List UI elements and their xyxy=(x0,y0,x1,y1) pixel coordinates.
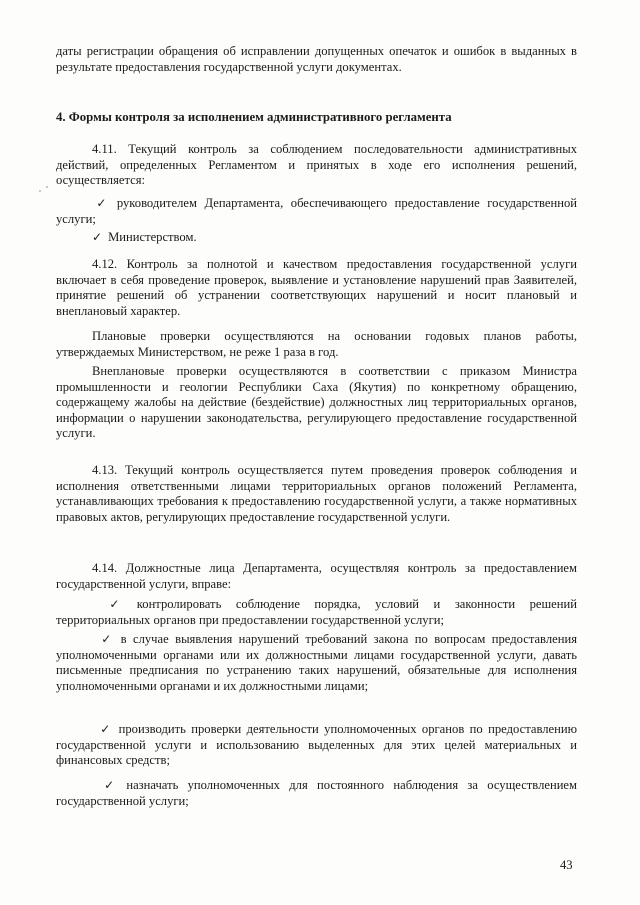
scan-speck xyxy=(46,186,48,188)
paragraph-4-11-text: 4.11. Текущий контроль за соблюдением последовательности административных действий, определенных Регламентом и принятых в ходе его исполнения решений, осуществляется: xyxy=(56,142,577,188)
list-item-ministry xyxy=(56,230,577,246)
list-item-issue-orders xyxy=(56,632,577,694)
list-item-text: контролировать соблюдение порядка, условий и законности решений территориальных органов при предоставлении государственной услуги; xyxy=(56,597,577,627)
checkmark-icon: ✓ xyxy=(92,230,103,244)
list-item-text: назначать уполномоченных для постоянного наблюдения за осуществлением государственной услуги; xyxy=(56,778,577,808)
checkmark-icon: ✓ xyxy=(98,778,121,792)
paragraph-unplanned-checks xyxy=(56,364,577,442)
checkmark-icon: ✓ xyxy=(98,632,115,646)
list-item-conduct-audits xyxy=(56,722,577,769)
paragraph-4-11 xyxy=(56,142,577,189)
list-item-control-compliance xyxy=(56,597,577,628)
section-heading: 4. Формы контроля за исполнением административного регламента xyxy=(56,110,452,124)
paragraph-unplanned-text: Внеплановые проверки осуществляются в соответствии с приказом Министра промышленности и геологии Республики Саха (Якутия) по конкретному обращению, содержащему жалобы на действие (бездействие) должностных лиц территориальных органов, информации о нарушении законодательства, регулирующего предоставление государственной услуги. xyxy=(56,364,577,441)
paragraph-4-13 xyxy=(56,463,577,525)
list-item-text: Министерством. xyxy=(108,230,197,244)
page-number: 43 xyxy=(560,858,573,872)
checkmark-icon: ✓ xyxy=(92,196,111,210)
paragraph-4-13-text: 4.13. Текущий контроль осуществляется путем проведения проверок соблюдения и исполнения ответственными лицами территориальных органов положений Регламента, устанавливающих требования к предоставлению государственной услуги, а также нормативных правовых актов, регулирующих предоставление государственной услуги. xyxy=(56,463,577,524)
list-item-appoint-observers xyxy=(56,778,577,809)
list-item-text: в случае выявления нарушений требований закона по вопросам предоставления уполномоченными органами или их должностными лицами государственной услуги, давать письменные предписания по устранению таких нарушений, обязательные для исполнения уполномоченными органами и их должностными лицами; xyxy=(56,632,577,693)
checkmark-icon: ✓ xyxy=(98,597,131,611)
list-item-department-head xyxy=(56,196,577,227)
list-item-text: руководителем Департамента, обеспечивающего предоставление государственной услуги; xyxy=(56,196,577,226)
paragraph-4-12-text: 4.12. Контроль за полнотой и качеством предоставления государственной услуги включает в себя проведение проверок, выявление и установление нарушений прав Заявителей, принятие решений об устранении соответствующих нарушений и носит плановый и внеплановый характер. xyxy=(56,257,577,318)
scan-speck xyxy=(39,190,41,192)
paragraph-4-14-text: 4.14. Должностные лица Департамента, осуществляя контроль за предоставлением государственной услуги, вправе: xyxy=(56,561,577,591)
paragraph-4-14 xyxy=(56,561,577,592)
paragraph-planned-text: Плановые проверки осуществляются на основании годовых планов работы, утверждаемых Министерством, не реже 1 раза в год. xyxy=(56,329,577,359)
paragraph-planned-checks xyxy=(56,329,577,360)
list-item-text: производить проверки деятельности уполномоченных органов по предоставлению государственной услуги и использованию выделенных для этих целей материальных и финансовых средств; xyxy=(56,722,577,768)
checkmark-icon: ✓ xyxy=(98,722,113,736)
paragraph-4-12 xyxy=(56,257,577,319)
intro-paragraph: даты регистрации обращения об исправлении допущенных опечаток и ошибок в выданных в результате предоставления государственной услуги документах. xyxy=(56,44,577,74)
